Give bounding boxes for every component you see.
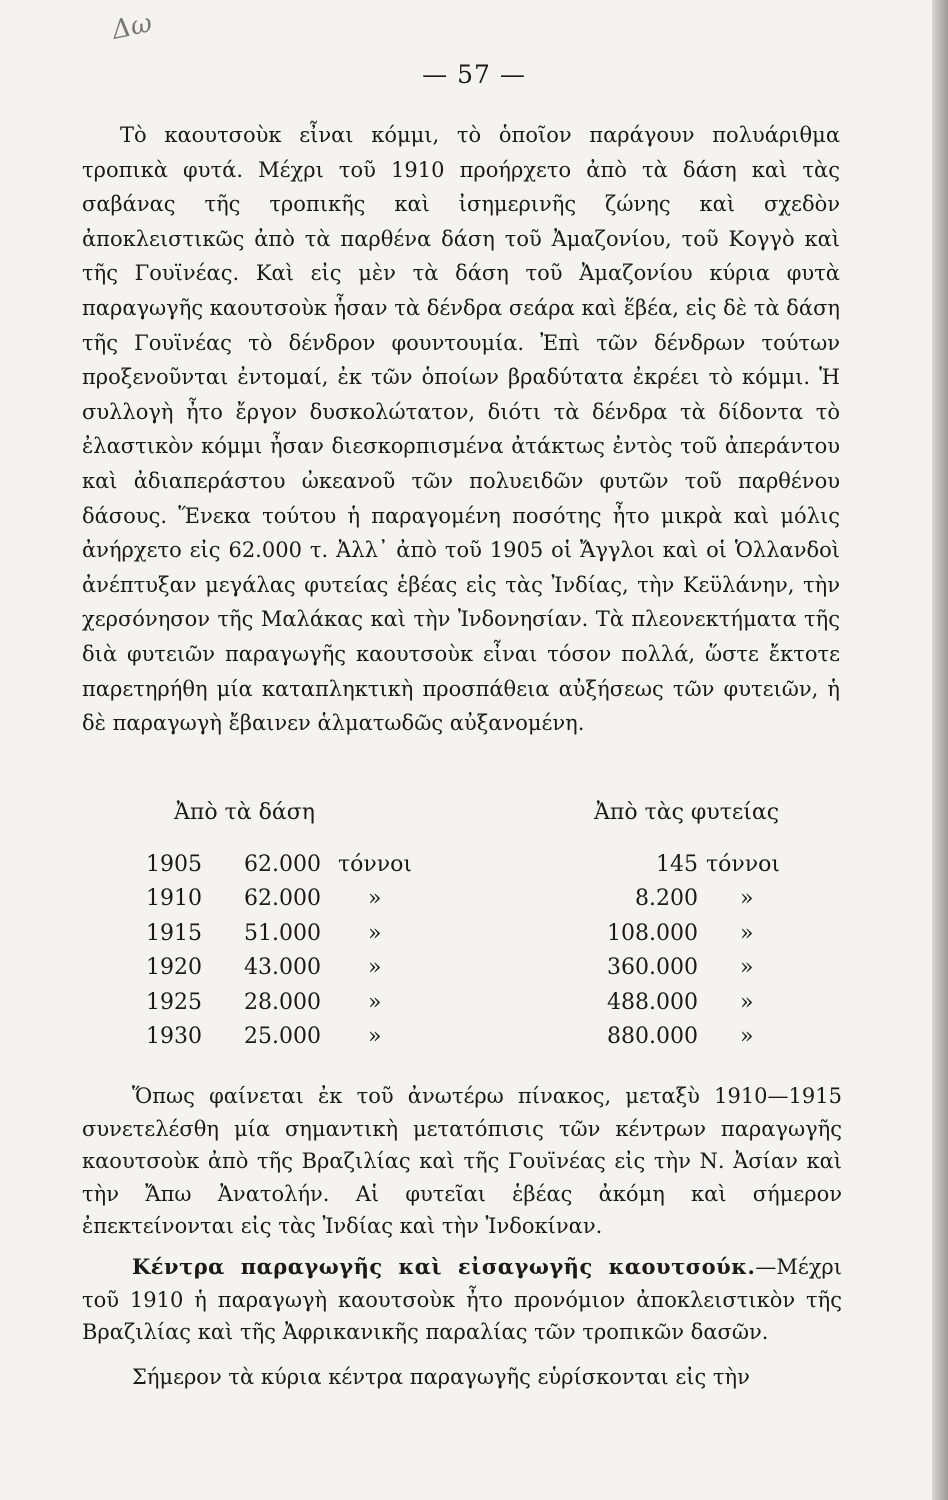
forest-unit: τόννοι [338,852,413,877]
table-row [82,955,842,989]
plantation-ditto-mark: » [740,955,754,981]
plantation-value: 145 [656,852,698,877]
forest-value: 25.000 [244,1023,321,1049]
table-header [82,800,842,852]
production-table [82,800,842,1058]
header-forests: Ἀπὸ τὰ δάση [174,800,315,825]
paragraph-4: Σήμερον τὰ κύρια κέντρα παραγωγῆς εὑρίσκονται εἰς τὴν [132,1364,750,1389]
table-row [82,921,842,955]
page-number: — 57 — [422,60,526,89]
table-row [82,1024,842,1058]
plantation-unit: τόννοι [706,852,781,877]
paragraph-2: Ὅπως φαίνεται ἐκ τοῦ ἀνωτέρω πίνακος, μεταξὺ 1910—1915 συνετελέσθη μία σημαντικὴ μετατόπισις τῶν κέντρων παραγωγῆς καουτσοὺκ ἀπὸ τῆς Βραζιλίας καὶ τῆς Γουϊνέας εἰς τὴν Ν. Ἀσίαν καὶ τὴν Ἄπω Ἀνατολήν. Αἱ φυτεῖαι ἑβέας ἀκόμη καὶ σήμερον ἐπεκτείνονται εἰς τὰς Ἰνδίας καὶ τὴν Ἰνδοκίναν. [82,1084,842,1239]
forest-value: 43.000 [244,955,321,981]
plantation-ditto-mark: » [740,920,754,946]
forest-ditto-mark: » [368,989,382,1015]
forest-ditto-mark: » [368,1023,382,1049]
year-cell: 1930 [146,1023,202,1049]
plantation-value: 108.000 [607,920,698,946]
main-text-block [82,118,840,741]
plantation-ditto-mark: » [740,1023,754,1049]
table-row [82,852,842,886]
year-cell: 1905 [146,852,202,877]
margin-note: Δω [109,8,155,46]
section-paragraph [82,1251,842,1349]
forest-ditto-mark: » [368,886,382,912]
table-row [82,990,842,1024]
forest-value: 62.000 [244,886,321,912]
paragraph-1: Τὸ καουτσοὺκ εἶναι κόμμι, τὸ ὁποῖον παράγουν πολυάριθμα τροπικὰ φυτά. Μέχρι τοῦ 1910 προήρχετο ἀπὸ τὰ δάση καὶ τὰς σαβάνας τῆς τροπικῆς καὶ ἰσημερινῆς ζώνης καὶ σχεδὸν ἀποκλειστικῶς ἀπὸ τὰ παρθένα δάση τοῦ Ἀμαζονίου, τοῦ Κογγὸ καὶ τῆς Γουϊνέας. Καὶ εἰς μὲν τὰ δάση τοῦ Ἀμαζονίου κύρια φυτὰ παραγωγῆς καουτσοὺκ ἦσαν τὰ δένδρα σεάρα καὶ ἕβέα, εἰς δὲ τὰ δάση τῆς Γουϊνέας τὸ δένδρον φουντουμία. Ἐπὶ τῶν δένδρων τούτων προξενοῦνται ἐντομαί, ἐκ τῶν ὁποίων βραδύτατα ἐκρέει τὸ κόμμι. Ἡ συλλογὴ ἦτο ἔργον δυσκολώτατον, διότι τὰ δένδρα τὰ δίδοντα τὸ ἐλαστικὸν κόμμι ἦσαν διεσκορπισμένα ἀτάκτως ἐντὸς τοῦ ἀπεράντου καὶ ἀδιαπεράστου ὠκεανοῦ τῶν πολυειδῶν φυτῶν τοῦ παρθένου δάσους. Ἕνεκα τούτου ἡ παραγομένη ποσότης ἦτο μικρὰ καὶ μόλις ἀνήρχετο εἰς 62.000 τ. Ἀλλ᾽ ἀπὸ τοῦ 1905 οἱ Ἄγγλοι καὶ οἱ Ὁλλανδοὶ ἀνέπτυξαν μεγάλας φυτείας ἑβέας εἰς τὰς Ἰνδίας, τὴν Κεϋλάνην, τὴν χερσόνησον τῆς Μαλάκας καὶ τὴν Ἰνδονησίαν. Τὰ πλεονεκτήματα τῆς διὰ φυτειῶν παραγωγῆς καουτσοὺκ εἶναι τόσον πολλά, ὥστε ἔκτοτε παρετηρήθη μία καταπληκτικὴ προσπάθεια αὐξήσεως τῶν φυτειῶν, ἡ δὲ παραγωγὴ ἔβαινεν ἁλματωδῶς αὐξανομένη. [82,123,840,736]
binding-shadow [932,0,948,1500]
header-plantations: Ἀπὸ τὰς φυτείας [594,800,780,825]
section-heading: Κέντρα παραγωγῆς καὶ εἰσαγωγῆς καουτσούκ. [132,1253,756,1279]
section-text: —Μέχρι τοῦ 1910 ἡ παραγωγὴ καουτσοὺκ ἦτο προνόμιον ἀποκλειστικὸν τῆς Βραζιλίας καὶ τῆς Ἀφρικανικῆς παραλίας τῶν τροπικῶν δασῶν. [82,1254,842,1345]
year-cell: 1910 [146,886,202,912]
following-text-block [82,1080,842,1393]
plantation-value: 880.000 [607,1023,698,1049]
forest-value: 62.000 [244,852,321,877]
year-cell: 1915 [146,920,202,946]
forest-value: 51.000 [244,920,321,946]
forest-ditto-mark: » [368,920,382,946]
forest-ditto-mark: » [368,955,382,981]
plantation-value: 488.000 [607,989,698,1015]
plantation-value: 360.000 [607,955,698,981]
plantation-value: 8.200 [635,886,698,912]
plantation-ditto-mark: » [740,989,754,1015]
year-cell: 1920 [146,955,202,981]
plantation-ditto-mark: » [740,886,754,912]
table-row [82,886,842,920]
year-cell: 1925 [146,989,202,1015]
forest-value: 28.000 [244,989,321,1015]
